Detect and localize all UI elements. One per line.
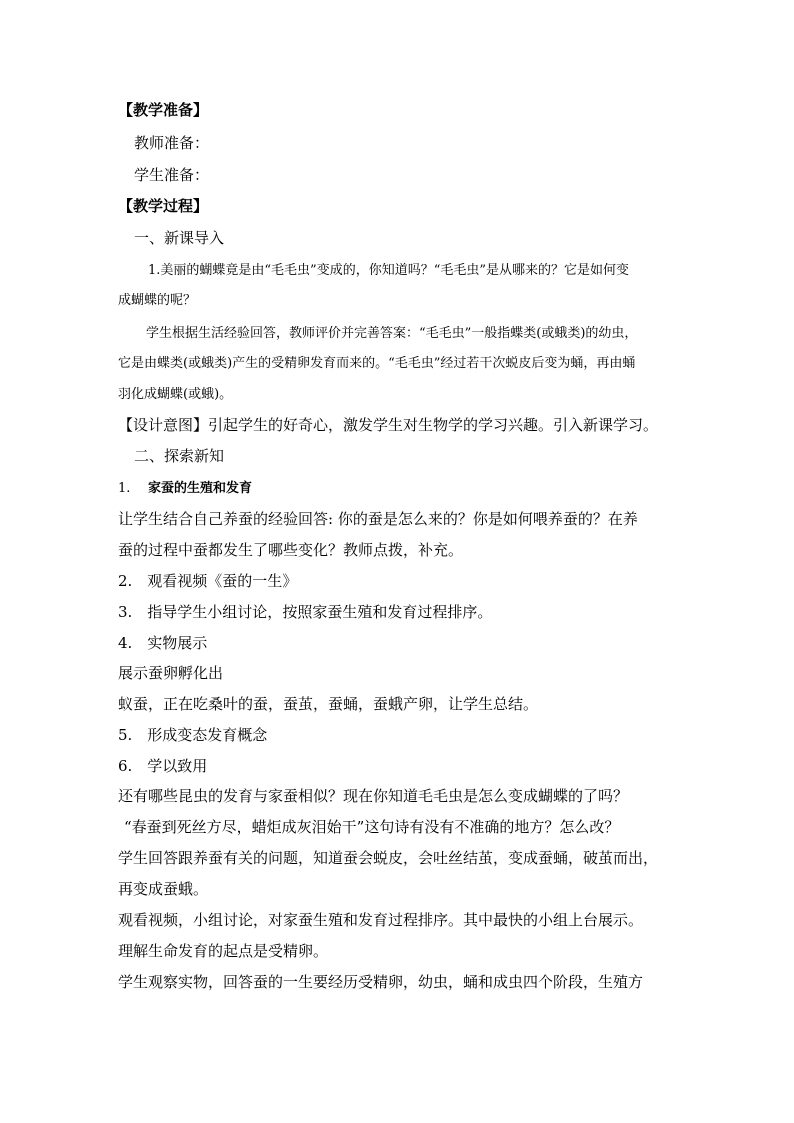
item4: 4. 实物展示 xyxy=(118,634,208,652)
student-answer-line2: 再变成蚕蛾。 xyxy=(118,880,209,898)
item4-line2: 蚁蚕，正在吃桑叶的蚕，蚕茧，蚕蛹，蚕蛾产卵，让学生总结。 xyxy=(118,695,539,713)
student-answer-line1: 学生回答跟养蚕有关的问题，知道蚕会蜕皮，会吐丝结茧，变成蚕蛹，破茧而出， xyxy=(118,849,659,867)
answer-line1: 学生根据生活经验回答，教师评价并完善答案：“毛毛虫”一般指蝶类(或蛾类)的幼虫， xyxy=(146,326,638,341)
item1-number: 1. xyxy=(118,481,131,496)
item1-title: 家蚕的生殖和发育 xyxy=(148,481,253,496)
q1-line1: 1.美丽的蝴蝶竟是由“毛毛虫”变成的，你知道吗？“毛毛虫”是从哪来的？它是如何变 xyxy=(148,263,629,278)
answer-line2: 它是由蝶类(或蛾类)产生的受精卵发育而来的。“毛毛虫”经过若干次蜕皮后变为蛹，再由蛹 xyxy=(118,356,636,371)
process-heading: 【教学过程】 xyxy=(118,197,209,215)
item5: 5. 形成变态发育概念 xyxy=(118,726,268,744)
student-answer-line5: 学生观察实物，回答蚕的一生要经历受精卵，幼虫，蛹和成虫四个阶段，生殖方 xyxy=(118,973,644,991)
item4-line1: 展示蚕卵孵化出 xyxy=(118,664,224,682)
prep-heading: 【教学准备】 xyxy=(118,101,209,119)
section1-title: 一、新课导入 xyxy=(134,229,225,247)
section2-title: 二、探索新知 xyxy=(134,447,225,465)
teacher-prep: 教师准备： xyxy=(134,134,210,152)
item6-line1: 还有哪些昆虫的发育与家蚕相似？现在你知道毛毛虫是怎么变成蝴蝶的了吗？ xyxy=(118,787,629,805)
q1-line2: 成蝴蝶的呢？ xyxy=(118,293,197,308)
student-answer-line3: 观看视频，小组讨论，对家蚕生殖和发育过程排序。其中最快的小组上台展示。 xyxy=(118,911,644,929)
student-answer-line4: 理解生命发育的起点是受精卵。 xyxy=(118,942,329,960)
item6: 6. 学以致用 xyxy=(118,757,208,775)
item1-line2: 蚕的过程中蚕都发生了哪些变化？教师点拨，补充。 xyxy=(118,541,464,559)
design-intent: 【设计意图】引起学生的好奇心，激发学生对生物学的学习兴趣。引入新课学习。 xyxy=(118,416,659,434)
answer-line3: 羽化成蝴蝶(或蛾)。 xyxy=(118,387,233,402)
item3: 3. 指导学生小组讨论，按照家蚕生殖和发育过程排序。 xyxy=(118,603,493,621)
item6-line2: “春蚕到死丝方尽，蜡炬成灰泪始干”这句诗有没有不准确的地方？怎么改？ xyxy=(124,818,620,836)
student-prep: 学生准备： xyxy=(134,166,210,184)
item1-line1: 让学生结合自己养蚕的经验回答: 你的蚕是怎么来的？你是如何喂养蚕的？在养 xyxy=(118,510,638,528)
item2: 2. 观看视频《蚕的一生》 xyxy=(118,572,298,590)
